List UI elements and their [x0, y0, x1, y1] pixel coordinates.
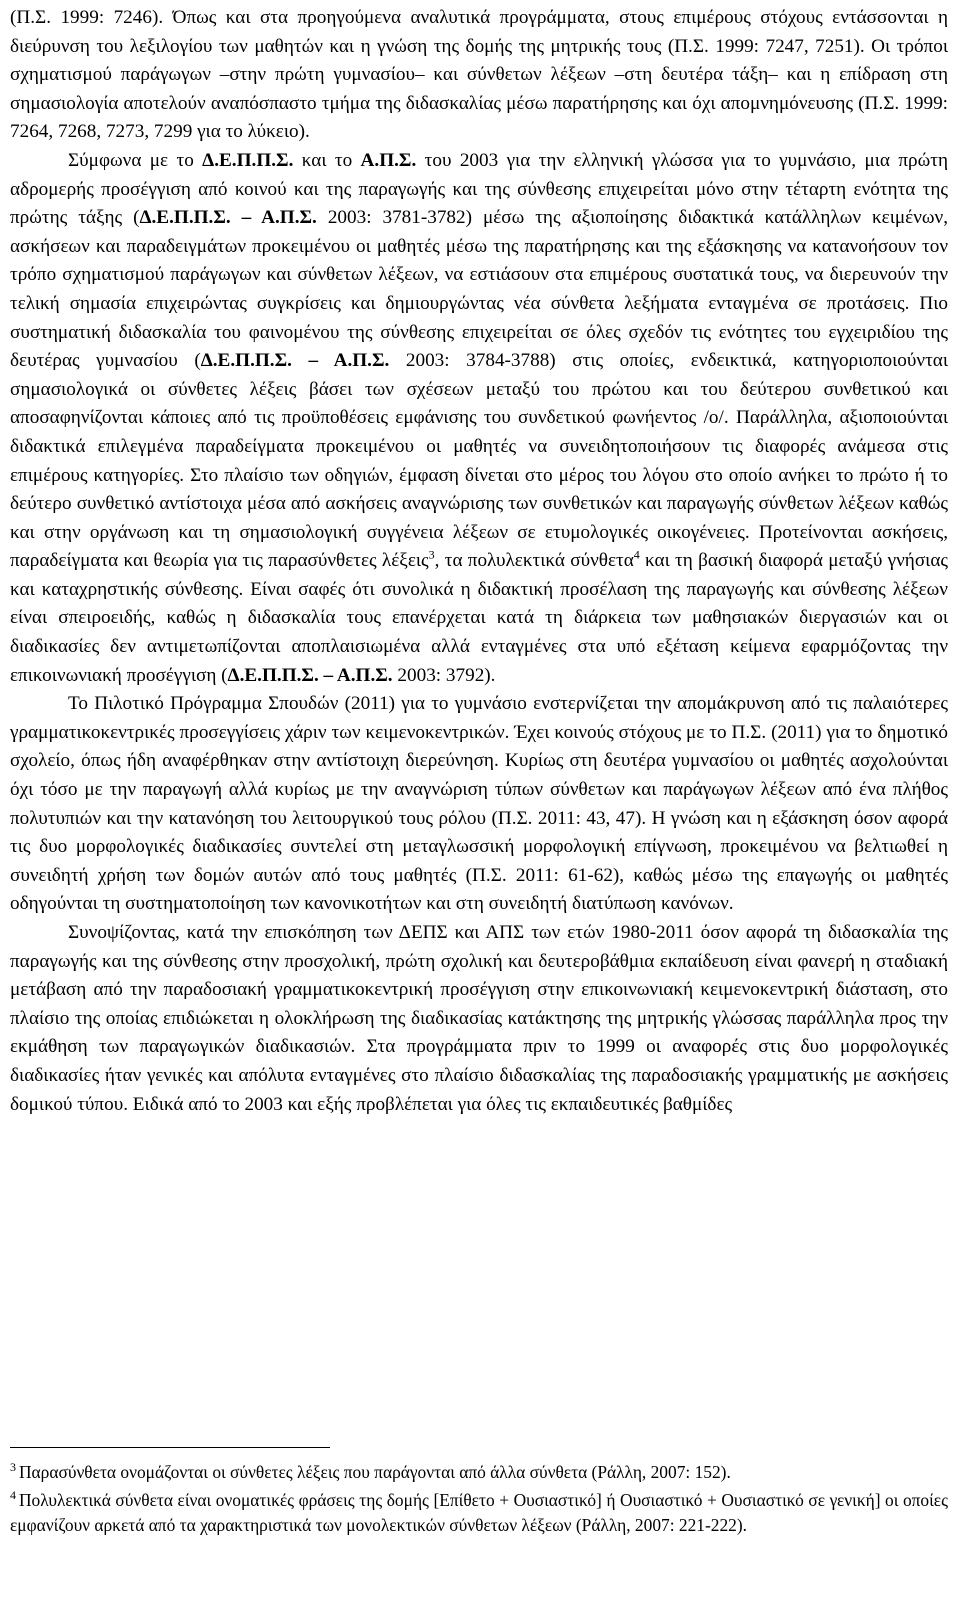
- bold-citation: Α.Π.Σ.: [360, 149, 417, 171]
- text-run: Συνοψίζοντας, κατά την επισκόπηση των ΔΕΠΣ και ΑΠΣ των ετών 1980-2011 όσον αφορά τη διδασκαλία της παραγωγής και της σύνθεσης στην προσχολική, πρώτη σχολική και δευτεροβάθμια εκπαίδευση είναι φανερή η σταδιακή μετάβαση από την παραδοσιακή γραμματικοκεντρική προσέγγιση στην επικοινωνιακή κειμενοκεντρική διάσταση, στο πλαίσιο της οποίας επιδιώκεται η ολοκλήρωση της διαδικασίας κατάκτησης της μητρικής γλώσσας παράλληλα προς την εκμάθηση των παραγωγικών διαδικασιών. Στα προγράμματα πριν το 1999 οι αναφορές στις δυο μορφολογικές διαδικασίες ήταν γενικές και απόλυτα ενταγμένες στο πλαίσιο διδασκαλίας της παραδοσιακής γραμματικής με ασκήσεις δομικού τύπου. Ειδικά από το 2003 και εξής προβλέπεται για όλες τις εκπαιδευτικές βαθμίδες: [10, 922, 948, 1115]
- paragraph: [10, 919, 948, 1119]
- text-run: (Π.Σ. 1999: 7246). Όπως και στα προηγούμενα αναλυτικά προγράμματα, στους επιμέρους στόχους εντάσσονται η διεύρυνση του λεξιλογίου των μαθητών και η γνώση της δομής της μητρικής τους (Π.Σ. 1999: 7247, 7251). Οι τρόποι σχηματισμού παράγωγων –στην πρώτη γυμνασίου– και σύνθετων λέξεων –στη δευτέρα τάξη– και η επίδραση στη σημασιολογία αποτελούν αναπόσπαστο τμήμα της διδασκαλίας μέσω παρατήρησης και όχι απομνημόνευσης (Π.Σ. 1999: 7264, 7268, 7273, 7299 για το λύκειο).: [10, 7, 948, 143]
- footnote-text: Πολυλεκτικά σύνθετα είναι ονοματικές φράσεις της δομής [Επίθετο + Ουσιαστικό] ή Ουσιαστικό + Ουσιαστικό σε γενική] οι οποίες εμφανίζουν αρκετά από τα χαρακτηριστικά των μονολεκτικών σύνθετων λέξεων (Ράλλη, 2007: 221-222).: [10, 1490, 948, 1535]
- bold-citation: Δ.Ε.Π.Π.Σ. – Α.Π.Σ.: [200, 350, 390, 372]
- footnotes: [10, 1460, 948, 1541]
- footnote-reference: 3: [428, 547, 435, 562]
- text-run: 2003: 3792).: [392, 664, 496, 686]
- footnote-text: Παρασύνθετα ονομάζονται οι σύνθετες λέξεις που παράγονται από άλλα σύνθετα (Ράλλη, 2007: 152).: [19, 1462, 731, 1482]
- body-text: [10, 4, 948, 1119]
- paragraph: [10, 690, 948, 919]
- bold-citation: Δ.Ε.Π.Π.Σ. – Α.Π.Σ.: [227, 664, 393, 686]
- footnote-4: [10, 1488, 948, 1538]
- text-run: Το Πιλοτικό Πρόγραμμα Σπουδών (2011) για το γυμνάσιο ενστερνίζεται την απομάκρυνση από τις παλαιότερες γραμματικοκεντρικές προσεγγίσεις χάριν των κειμενοκεντρικών. Έχει κοινούς στόχους με το Π.Σ. (2011) για το δημοτικό σχολείο, όπως ήδη αναφέρθηκαν στην αντίστοιχη διερεύνηση. Κυρίως στη δευτέρα γυμνασίου οι μαθητές ασχολούνται όχι τόσο με την παραγωγή αλλά κυρίως με την αναγνώριση τύπων σύνθετων και παράγωγων λέξεων από ένα πλήθος πολυτυπιών και την κατανόηση του λειτουργικού τους ρόλου (Π.Σ. 2011: 43, 47). Η γνώση και η εξάσκηση όσον αφορά τις δυο μορφολογικές διαδικασίες συντελεί στη μεταγλωσσική μορφολογική επίγνωση, προκειμένου να βελτιωθεί η συνειδητή χρήση των δομών αυτών από τους μαθητές (Π.Σ. 2011: 61-62), καθώς μέσω της επαγωγής οι μαθητές οδηγούνται τη συστηματοποίηση των κανονικοτήτων και στη συνειδητή διατύπωση κανόνων.: [10, 693, 948, 915]
- text-run: 2003: 3784-3788) στις οποίες, ενδεικτικά, κατηγοριοποιούνται σημασιολογικά οι σύνθετες λέξεις βάσει των σχέσεων μεταξύ του πρώτου και του δεύτερου συνθετικού και αποσαφηνίζονται κάποιες από τις προϋποθέσεις εμφάνισης του συνδετικού φωνήεντος /ο/. Παράλληλα, αξιοποιούνται διδακτικά επιλεγμένα παραδείγματα προκειμένου οι μαθητές να συνειδητοποιήσουν τις διαφορές ανάμεσα στις επιμέρους κατηγορίες. Στο πλαίσιο των οδηγιών, έμφαση δίνεται στο μέρος του λόγου στο οποίο ανήκει το πρώτο ή το δεύτερο συνθετικό αντίστοιχα μέσα από ασκήσεις αναγνώρισης των συνθετικών και παραγωγής σύνθετων λέξεων καθώς και στην οργάνωση και τη σημασιολογική συγγένεια λέξεων σε ετυμολογικές οικογένειες. Προτείνονται ασκήσεις, παραδείγματα και θεωρία για τις παρασύνθετες λέξεις: [10, 350, 949, 572]
- text-run: Σύμφωνα με το: [68, 149, 203, 171]
- footnote-separator: [10, 1447, 330, 1448]
- text-run: , τα πολυλεκτικά σύνθετα: [434, 550, 634, 572]
- bold-citation: Δ.Ε.Π.Π.Σ.: [202, 149, 294, 171]
- footnote-mark: 4: [10, 1488, 16, 1503]
- paragraph: [10, 4, 948, 147]
- paragraph: [10, 147, 948, 690]
- footnote-mark: 3: [10, 1460, 16, 1475]
- footnote-reference: 4: [633, 547, 640, 562]
- text-run: 2003: 3781-3782) μέσω της αξιοποίησης διδακτικά κατάλληλων κειμένων, ασκήσεων και παραδειγμάτων προκειμένου οι μαθητές μέσω της παρατήρησης και της εξάσκησης να κατανοήσουν τον τρόπο σχηματισμού παράγωγων και σύνθετων λέξεων, να εστιάσουν στα επιμέρους συστατικά τους, να διερευνούν την τελική σημασία επιχειρώντας συγκρίσεις και δημιουργώντας νέα σύνθετα λεξήματα ενταγμένα σε προτάσεις. Πιο συστηματική διδασκαλία του φαινομένου της σύνθεσης επιχειρείται σε όλες σχεδόν τις ενότητες του εγχειριδίου της δευτέρας γυμνασίου (: [10, 207, 948, 372]
- footnote-3: [10, 1460, 948, 1485]
- bold-citation: Δ.Ε.Π.Π.Σ. – Α.Π.Σ.: [139, 207, 317, 229]
- text-run: και τη βασική διαφορά μεταξύ γνήσιας και καταχρηστικής σύνθεσης. Είναι σαφές ότι συνολικά η διδακτική προσέλαση της παραγωγής και σύνθεσης λέξεων είναι σπειροειδής, καθώς η διδασκαλία τους επανέρχεται κατά τη διάρκεια των μαθησιακών διεργασιών και οι διαδικασίες δεν αντιμετωπίζονται αποπλαισιωμένα αλλά ενταγμένες στα υπό εξέταση κείμενα εφαρμόζοντας την επικοινωνιακή προσέγγιση (: [10, 550, 948, 686]
- text-run: και το: [293, 149, 361, 171]
- text-run: του 2003 για την ελληνική γλώσσα για το γυμνάσιο, μια πρώτη αδρομερής προσέγγιση από κοινού και της παραγωγής και της σύνθεσης επιχειρείται μόνο στην τέταρτη ενότητα της πρώτης τάξης (: [10, 149, 948, 229]
